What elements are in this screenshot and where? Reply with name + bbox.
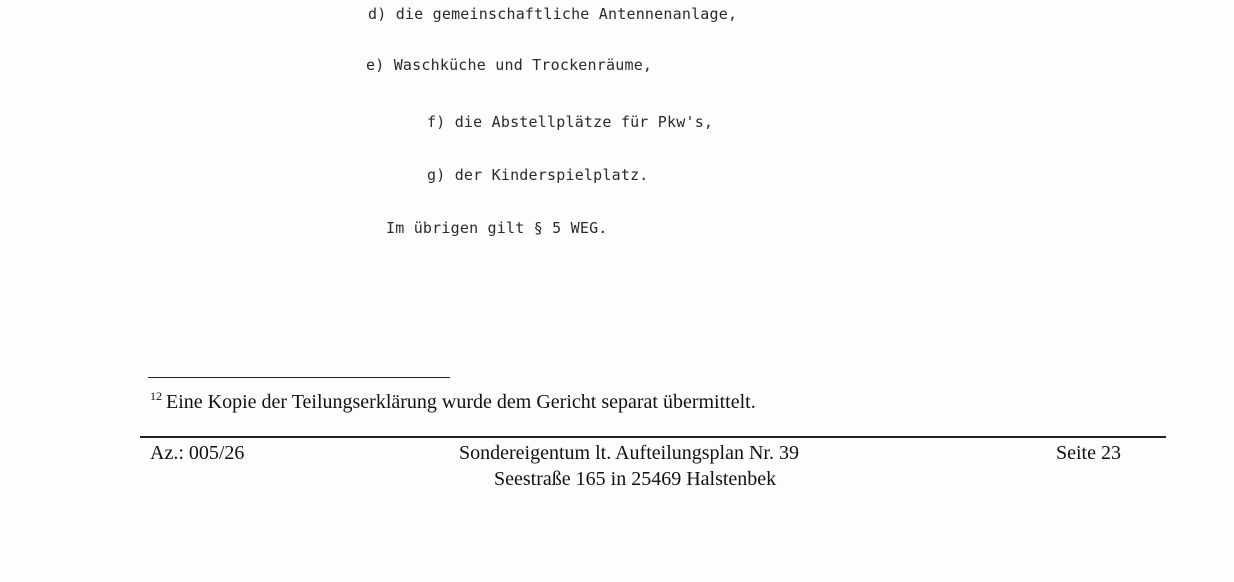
footnote-number: 12 — [150, 389, 162, 403]
page-number: Seite 23 — [1056, 442, 1121, 464]
footer-title-line-2: Seestraße 165 in 25469 Halstenbek — [494, 468, 777, 490]
list-item-d: d) die gemeinschaftliche Antennenanlage, — [368, 5, 738, 23]
footnote-text: Eine Kopie der Teilungserklärung wurde dem Gericht separat übermittelt. — [166, 391, 756, 413]
footer-separator — [140, 436, 1166, 438]
footer-title-line-1: Sondereigentum lt. Aufteilungsplan Nr. 39 — [459, 442, 799, 464]
case-reference: Az.: 005/26 — [150, 442, 245, 464]
list-item-g: g) der Kinderspielplatz. — [427, 166, 649, 184]
list-item-e: e) Waschküche und Trockenräume, — [366, 56, 653, 74]
footnote — [150, 389, 756, 414]
footnote-separator — [148, 377, 450, 378]
closing-paragraph: Im übrigen gilt § 5 WEG. — [386, 219, 608, 237]
list-item-f: f) die Abstellplätze für Pkw's, — [427, 113, 714, 131]
